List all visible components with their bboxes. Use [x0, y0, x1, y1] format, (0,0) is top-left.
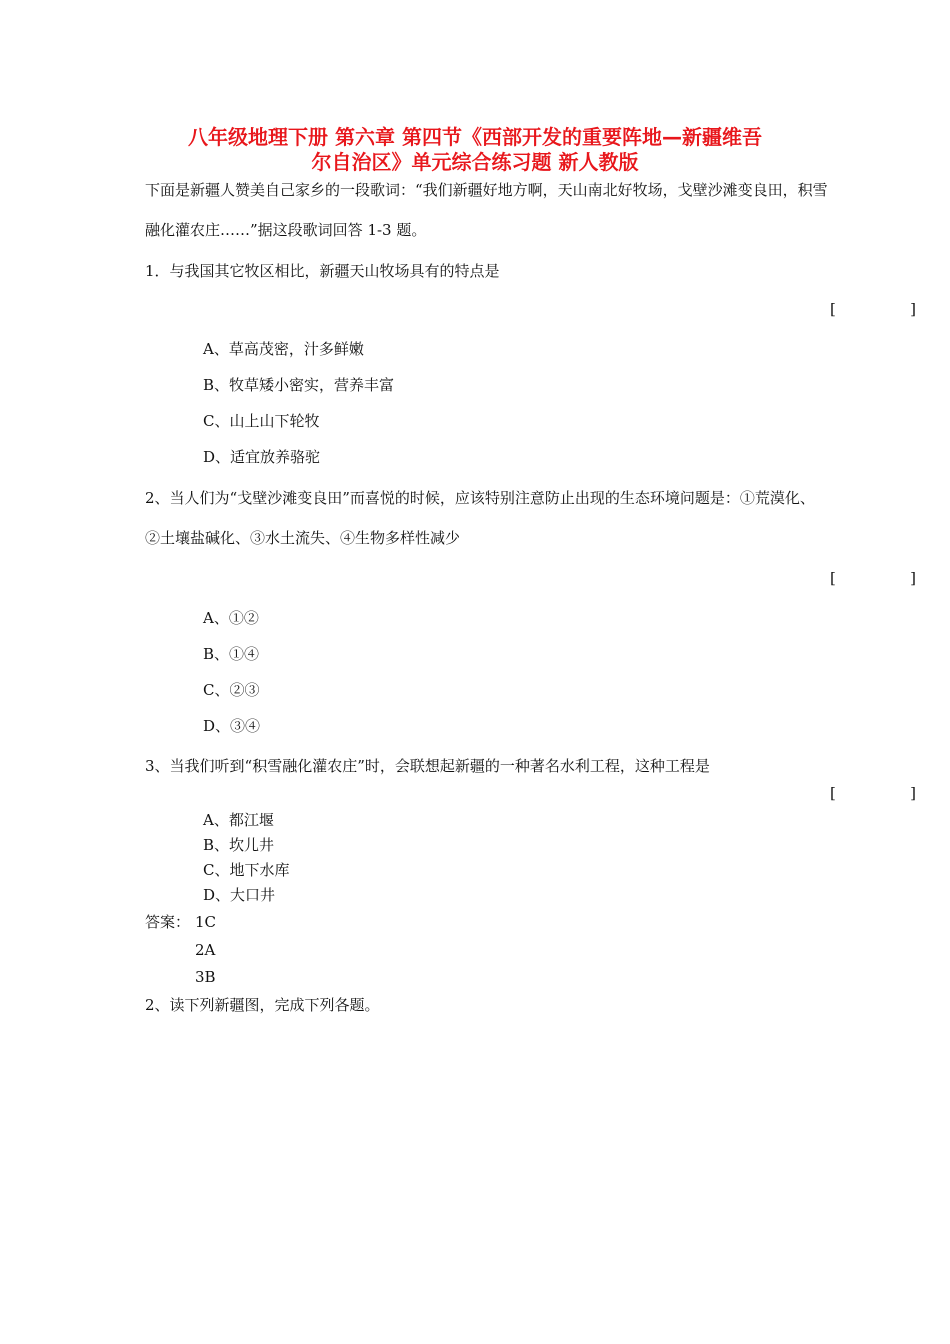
question-1-option-b: B、牧草矮小密实，营养丰富	[203, 376, 395, 394]
question-2-option-b: B、①④	[203, 645, 260, 663]
next-question-prompt: 2、读下列新疆图，完成下列各题。	[145, 996, 380, 1014]
question-1-stem: 1．与我国其它牧区相比，新疆天山牧场具有的特点是	[145, 262, 500, 280]
question-2-option-d: D、③④	[203, 717, 261, 735]
document-title-line-1: 八年级地理下册 第六章 第四节《西部开发的重要阵地—新疆维吾	[188, 125, 762, 149]
question-2-stem-line-2: ②土壤盐碱化、③水土流失、④生物多样性减少	[145, 529, 461, 547]
answer-3: 3B	[195, 968, 216, 986]
question-2-option-c: C、②③	[203, 681, 260, 699]
intro-line-1: 下面是新疆人赞美自己家乡的一段歌词：“我们新疆好地方啊，天山南北好牧场，戈壁沙滩变良田，积雪	[145, 181, 828, 199]
bracket-open: [	[830, 784, 836, 802]
question-1-option-a: A、草高茂密，汁多鲜嫩	[203, 340, 364, 358]
answer-2: 2A	[195, 941, 216, 959]
bracket-open: [	[830, 569, 836, 587]
bracket-open: [	[830, 300, 836, 318]
question-3-option-c: C、地下水库	[203, 861, 290, 879]
bracket-close: ]	[910, 569, 916, 587]
answer-1: 1C	[195, 913, 217, 931]
question-3-option-d: D、大口井	[203, 886, 276, 904]
question-3-option-a: A、都江堰	[203, 811, 274, 829]
document-title-line-2: 尔自治区》单元综合练习题 新人教版	[311, 150, 639, 174]
question-1-option-d: D、适宜放养骆驼	[203, 448, 321, 466]
answers-label: 答案：	[145, 913, 191, 931]
question-3-option-b: B、坎儿井	[203, 836, 275, 854]
intro-line-2: 融化灌农庄……”据这段歌词回答 1-3 题。	[145, 221, 427, 239]
question-1-option-c: C、山上山下轮牧	[203, 412, 320, 430]
question-3-stem: 3、当我们听到“积雪融化灌农庄”时，会联想起新疆的一种著名水利工程，这种工程是	[145, 757, 710, 775]
bracket-close: ]	[910, 784, 916, 802]
question-2-option-a: A、①②	[203, 609, 259, 627]
bracket-close: ]	[910, 300, 916, 318]
question-2-stem-line-1: 2、当人们为“戈壁沙滩变良田”而喜悦的时候，应该特别注意防止出现的生态环境问题是：①荒漠化、	[145, 489, 815, 507]
